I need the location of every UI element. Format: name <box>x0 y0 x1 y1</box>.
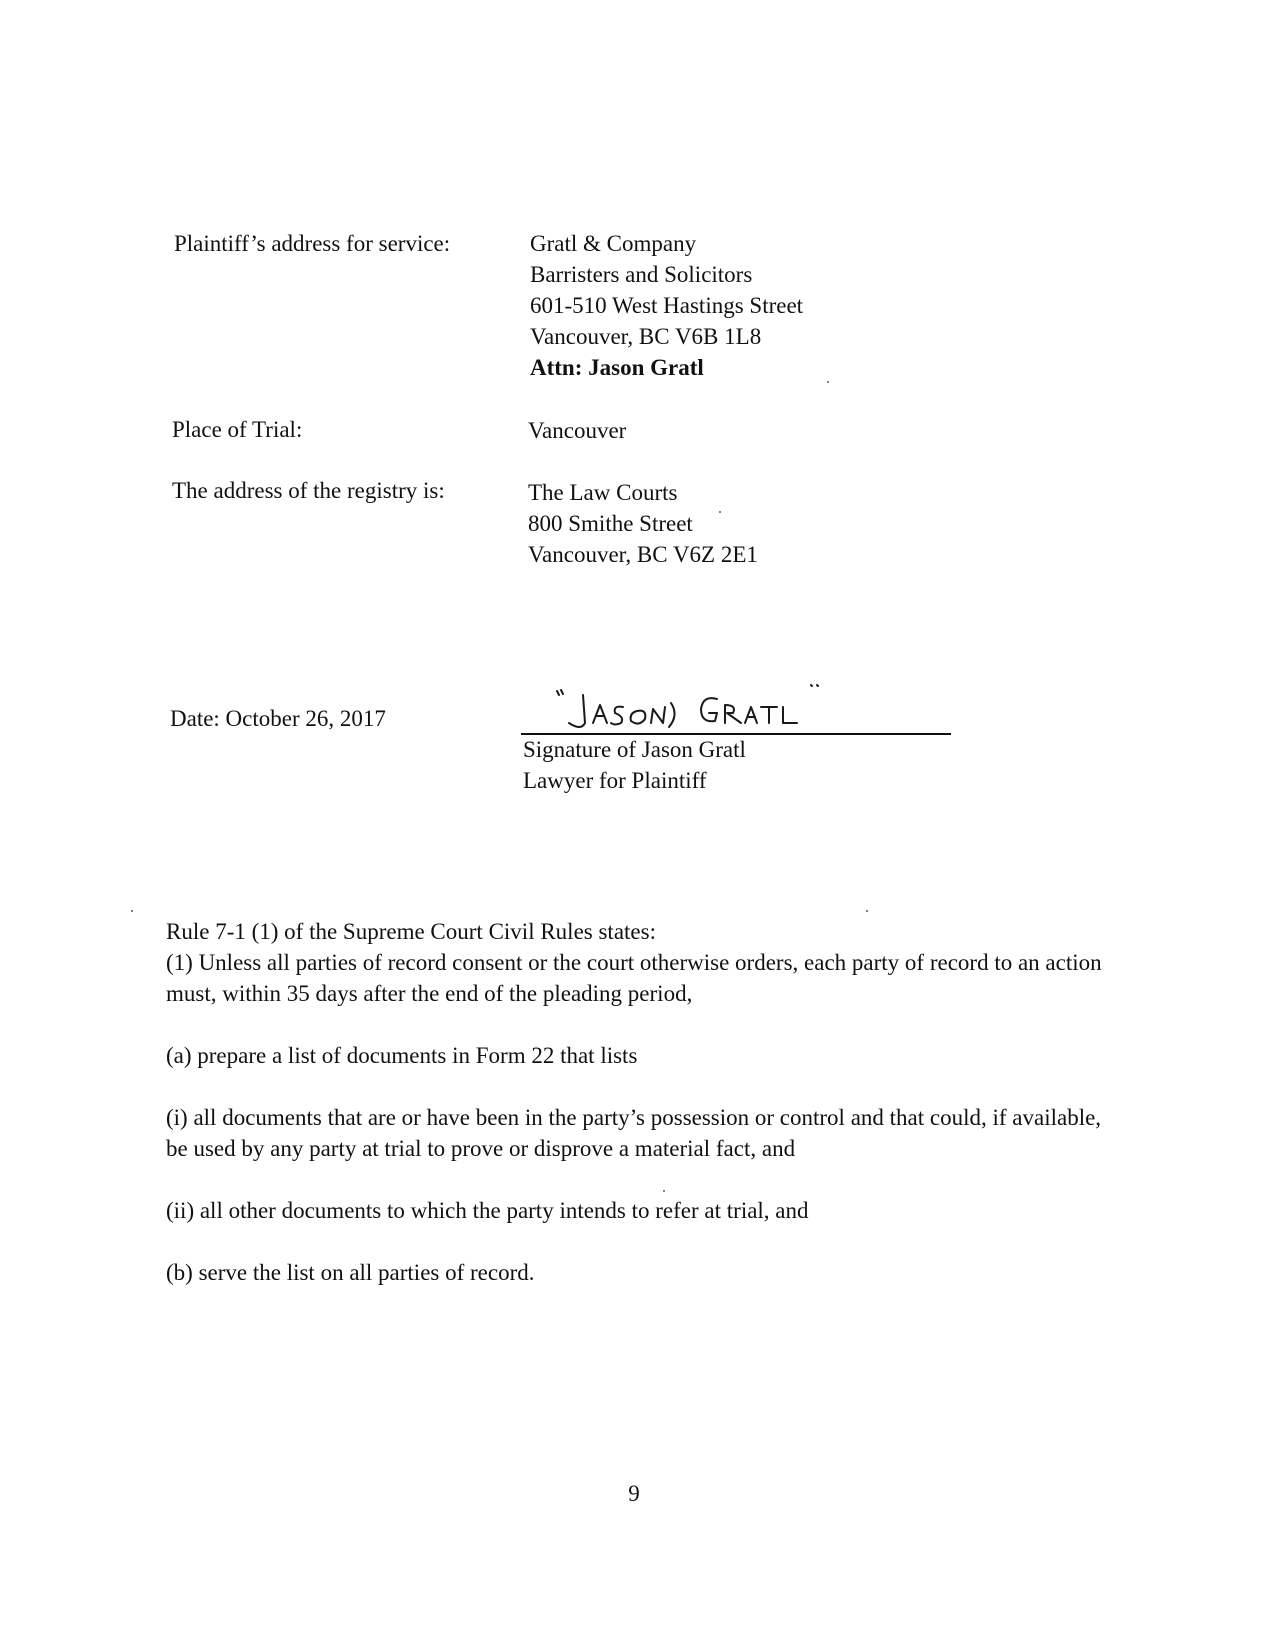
scan-speck <box>663 1190 665 1192</box>
signature-caption-role: Lawyer for Plaintiff <box>523 768 707 793</box>
rule-paragraph-a: (a) prepare a list of documents in Form 22 that lists <box>166 1043 638 1068</box>
registry-line-street: 800 Smithe Street <box>528 511 693 536</box>
registry-line-name: The Law Courts <box>528 480 678 505</box>
signature-caption-name: Signature of Jason Gratl <box>523 737 746 762</box>
registry-label: The address of the registry is: <box>172 478 445 503</box>
service-line-street: 601-510 West Hastings Street <box>530 293 804 318</box>
rule-heading: Rule 7-1 (1) of the Supreme Court Civil Rules states: <box>166 919 656 944</box>
service-line-practice: Barristers and Solicitors <box>530 262 753 287</box>
trial-value: Vancouver <box>528 418 627 443</box>
handwritten-signature <box>545 683 845 733</box>
scan-speck <box>827 381 829 383</box>
registry-line-city: Vancouver, BC V6Z 2E1 <box>528 542 758 567</box>
rule-paragraph-i: (i) all documents that are or have been in the party’s possession or control and that could, if available, be used by any party at trial to prove or disprove a material fact, and <box>166 1105 1102 1161</box>
service-line-city: Vancouver, BC V6B 1L8 <box>530 324 762 349</box>
service-line-firm: Gratl & Company <box>530 231 697 256</box>
signature-date: Date: October 26, 2017 <box>170 706 386 731</box>
service-label: Plaintiff’s address for service: <box>174 231 451 256</box>
service-attn: Attn: Jason Gratl <box>530 355 704 380</box>
rule-paragraph-b: (b) serve the list on all parties of record. <box>166 1260 535 1285</box>
scan-speck <box>131 910 133 912</box>
rule-paragraph-1: (1) Unless all parties of record consent or the court otherwise orders, each party of record to an action must, within 35 days after the end of the pleading period, <box>166 950 1102 1006</box>
trial-label: Place of Trial: <box>172 417 303 442</box>
rule-paragraph-ii: (ii) all other documents to which the party intends to refer at trial, and <box>166 1198 809 1223</box>
page-number: 9 <box>628 1481 640 1506</box>
scan-speck <box>719 511 721 513</box>
scan-speck <box>866 910 868 912</box>
